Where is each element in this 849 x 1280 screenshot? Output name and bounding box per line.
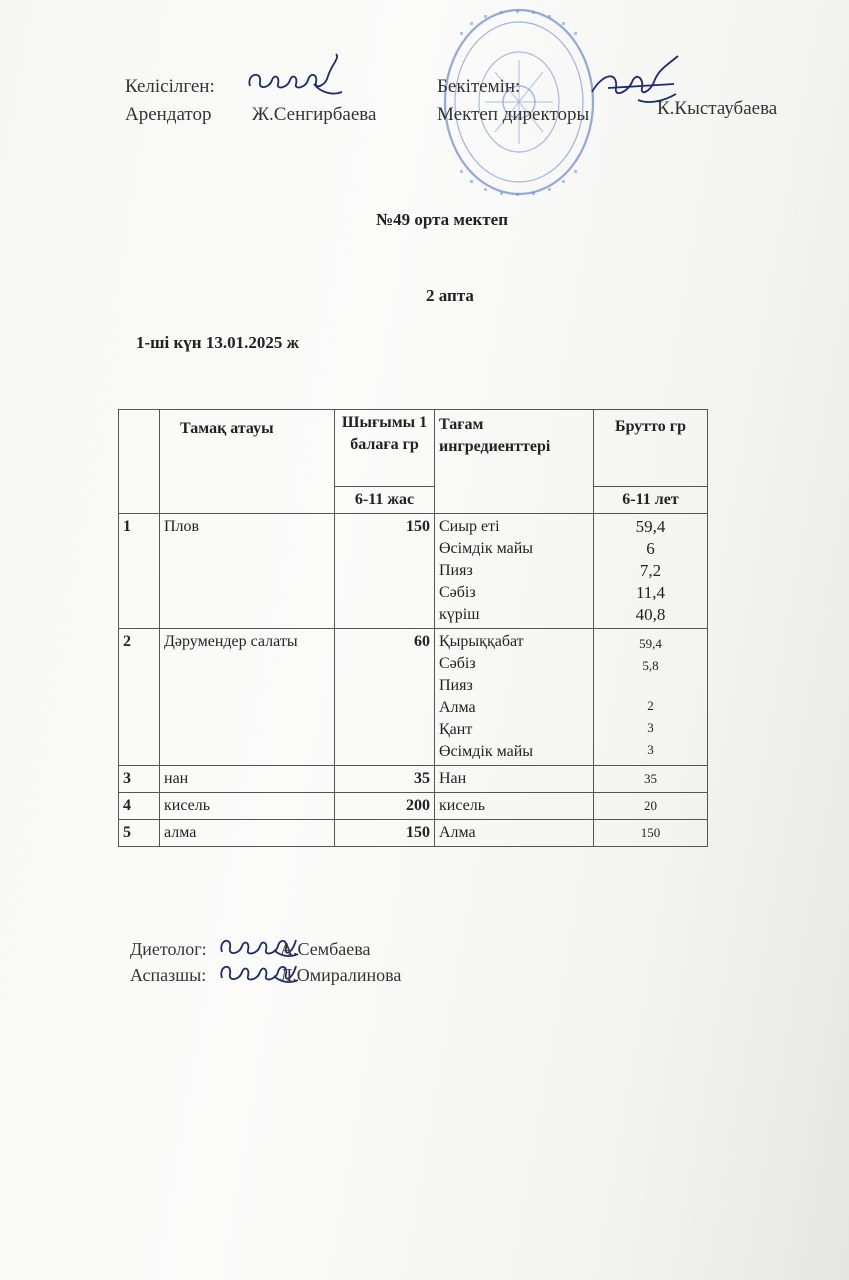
- row-number: 3: [119, 766, 160, 793]
- dietitian-name: А.Сембаева: [280, 939, 371, 959]
- brutto-value: 59,4: [639, 636, 662, 651]
- ingredient: Қант: [439, 721, 473, 738]
- header-output: Шығымы 1 балаға гр: [335, 410, 435, 487]
- brutto-value: 5,8: [642, 658, 659, 673]
- dish-name: кисель: [160, 793, 335, 820]
- dish-output: 35: [335, 766, 435, 793]
- brutto-value: 6: [646, 539, 655, 558]
- brutto-value: 20: [594, 793, 708, 820]
- ingredient: Нан: [435, 766, 594, 793]
- table-row: [119, 793, 708, 820]
- table-row: [119, 514, 708, 629]
- ingredient: Өсімдік майы: [439, 743, 534, 760]
- row-number: 1: [119, 514, 160, 629]
- dish-name: нан: [160, 766, 335, 793]
- header-brutto: Брутто гр: [594, 410, 708, 487]
- week-label: 2 апта: [426, 286, 474, 305]
- dish-output: 60: [335, 629, 435, 766]
- header-dish: Тамақ атауы: [160, 410, 335, 514]
- ingredient: Сиыр еті: [439, 518, 500, 535]
- row-number: 4: [119, 793, 160, 820]
- ingredient: Пияз: [439, 562, 473, 579]
- cook-label: Аспазшы:: [130, 965, 207, 985]
- school-name: №49 орта мектеп: [376, 210, 508, 229]
- ingredient: Алма: [435, 820, 594, 847]
- dish-name: Плов: [160, 514, 335, 629]
- brutto-value: 2: [647, 698, 654, 713]
- table-header-row: [119, 410, 708, 487]
- brutto-value: 3: [647, 742, 654, 757]
- brutto-value: 11,4: [635, 583, 666, 602]
- ingredient: Алма: [439, 699, 476, 716]
- header-ingredients: Тағам ингредиенттері: [435, 410, 594, 514]
- brutto-value: 35: [594, 766, 708, 793]
- menu-table: [118, 409, 708, 847]
- ingredient: Сәбіз: [439, 655, 476, 672]
- ingredient: Пияз: [439, 677, 473, 694]
- dish-name: алма: [160, 820, 335, 847]
- brutto-value: 7,2: [639, 561, 662, 580]
- row-number: 2: [119, 629, 160, 766]
- ingredient: күріш: [439, 606, 480, 623]
- tenant-signature: [244, 52, 344, 104]
- table-row: [119, 766, 708, 793]
- approved-label: Бекітемін:: [437, 76, 521, 97]
- brutto-value: 40,8: [635, 605, 666, 624]
- brutto-value: 59,4: [635, 517, 666, 536]
- dish-name: Дәрумендер салаты: [160, 629, 335, 766]
- ingredient: Қырыққабат: [439, 633, 524, 650]
- brutto-value: [598, 677, 703, 695]
- ingredient-list: [435, 629, 594, 766]
- brutto-value: 3: [647, 720, 654, 735]
- director-role: Мектеп директоры: [437, 104, 590, 125]
- brutto-value: 150: [594, 820, 708, 847]
- ingredient-list: [435, 514, 594, 629]
- table-row: [119, 820, 708, 847]
- director-name: К.Кыстаубаева: [657, 98, 778, 119]
- dish-output: 150: [335, 820, 435, 847]
- agreed-label: Келісілген:: [125, 76, 215, 97]
- table-row: [119, 629, 708, 766]
- ingredient: Сәбіз: [439, 584, 476, 601]
- dish-output: 200: [335, 793, 435, 820]
- header-age-output: 6-11 жас: [335, 487, 435, 514]
- brutto-list: [594, 514, 708, 629]
- header-age-brutto: 6-11 лет: [594, 487, 708, 514]
- tenant-role: Арендатор: [125, 104, 212, 125]
- row-number: 5: [119, 820, 160, 847]
- dietitian-label: Диетолог:: [130, 939, 207, 959]
- brutto-list: [594, 629, 708, 766]
- tenant-name: Ж.Сенгирбаева: [252, 104, 377, 125]
- day-date-label: 1-ші күн 13.01.2025 ж: [136, 333, 299, 352]
- dish-output: 150: [335, 514, 435, 629]
- ingredient: кисель: [435, 793, 594, 820]
- cook-name: Л.Омиралинова: [280, 965, 402, 985]
- ingredient: Өсімдік майы: [439, 540, 534, 557]
- school-seal-stamp: [440, 4, 598, 200]
